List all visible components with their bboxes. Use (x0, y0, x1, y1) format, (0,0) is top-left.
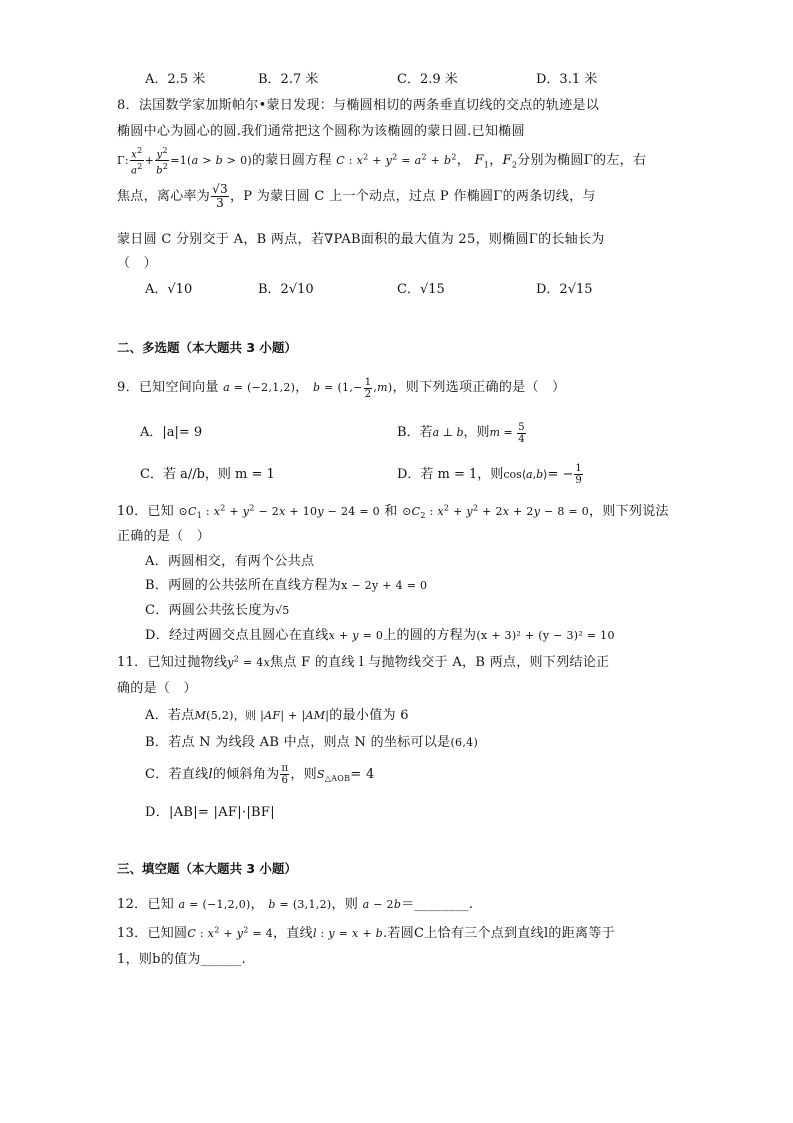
q9-stem-start: 9．已知空间向量 (117, 380, 219, 395)
q8-option-b: B．2√10 (258, 282, 314, 297)
q13-line-1-mid: ，直线 (273, 926, 313, 941)
q8-ellipse-equation: Γ: $\frac{x^2}{a^2}$ + $\frac{y^2}{b^2}$ =1(a > b > 0) (117, 146, 252, 177)
q8-option-d: D．2√15 (536, 282, 593, 297)
q9-option-d: D．若 m = 1，则cos⟨a,b⟩= − $\frac{1}{9}$ (397, 463, 582, 486)
q10-circle-2: $⊙C_2$ : $x^2 + y^2 + 2x + 2y - 8 = 0$ (402, 503, 590, 521)
q8-line-3-tail: 的蒙日圆方程 (251, 152, 332, 168)
q10-option-d-mid: 上的圆的方程为 (383, 628, 477, 643)
q9-option-d-end: = − (547, 467, 574, 482)
q8-line-3-end: 分别为椭圆Γ的左，右 (517, 152, 647, 168)
section-3-heading: 三、填空题（本大题共 3 小题） (117, 861, 297, 876)
q8-line-1: 8．法国数学家加斯帕尔•蒙日发现：与椭圆相切的两条垂直切线的交点的轨迹是以 (117, 98, 600, 113)
q9-option-b-start: B．若 (397, 425, 433, 440)
q8-line-4 (117, 183, 596, 210)
q10-line-1-end: ，则下列说法 (589, 504, 669, 519)
q8-line-3: Γ: $\frac{x^2}{a^2}$ + $\frac{y^2}{b^2}$ =1(a > b > 0)的蒙日圆方程 C : $x^2 + y^2 = a^2 + b^2$， $F_1$，$F_2$分别为椭圆Γ的左，右 (117, 146, 647, 177)
q10-option-c-val: √5 (274, 604, 290, 617)
q11-option-c-mid: 的倾斜角为 (212, 767, 280, 782)
q11-line-1-start: 11．已知过抛物线 (117, 655, 228, 670)
q8-line-4-start: 焦点，离心率为 (117, 189, 211, 204)
section-2-heading: 二、多选题（本大题共 3 小题） (117, 340, 297, 355)
q9-option-a: A．|a|= 9 (140, 425, 203, 440)
q11-line-1: 11．已知过抛物线$y^2 = 4x$焦点 F 的直线 l 与抛物线交于 A，B 两点，则下列结论正 (117, 654, 610, 670)
q13-line-1-start: 13．已知圆 (117, 926, 188, 941)
q11-option-c: C．若直线l的倾斜角为 $\frac{\pi}{6}$ ，则$S_{\triangle AOB}= 4$ (145, 763, 375, 786)
q9-option-b: B．若a ⊥ b，则m = $\frac{5}{4}$ (397, 421, 525, 445)
q9-option-d-start: D．若 m = 1，则 (397, 467, 504, 482)
q10-option-d: D．经过两圆交点且圆心在直线x + y = 0上的圆的方程为(x + 3)² + (y − 3)² = 10 (145, 628, 615, 643)
q13-line-1: 13．已知圆C : $x^2 + y^2 = 4$，直线l : y = x + b.若圆C上恰有三个点到直线l的距离等于 (117, 925, 615, 941)
q8-line-6: （ ） (117, 256, 157, 271)
q11-option-b-start: B．若点 N 为线段 AB 中点，则点 N 的坐标可以是 (145, 735, 451, 750)
q8-option-c: C．√15 (397, 282, 445, 297)
q7-option-b: B．2.7 米 (258, 72, 319, 87)
q12-answer-blank[interactable]: ＝________. (401, 897, 474, 912)
q11-option-c-start: C．若直线 (145, 767, 209, 782)
q11-option-c-end: = 4 (350, 767, 375, 782)
q13-line-2: 1，则b的值为______. (117, 952, 246, 967)
q11-option-b (145, 731, 478, 750)
q11-option-d: D．|AB|= |AF|·|BF| (145, 805, 275, 820)
q9-vector-b: b = (1,− $\frac{1}{2}$ ,m) (313, 376, 393, 400)
q9-stem: 9．已知空间向量 a = (−2,1,2)， b = (1,− $\frac{1}{2}$ ,m)，则下列选项正确的是（ ） (117, 376, 566, 400)
q10-option-b-start: B．两圆的公共弦所在直线方程为 (145, 578, 342, 593)
q7-option-d: D．3.1 米 (536, 72, 598, 87)
q8-eccentricity: $\frac{√3}{3}$ (212, 182, 228, 210)
q11-line-2: 确的是（ ） (117, 681, 197, 696)
q10-option-b-eq: x − 2y + 4 = 0 (341, 579, 428, 592)
q11-line-1-mid: 焦点 F 的直线 l 与抛物线交于 A，B 两点，则下列结论正 (270, 655, 610, 670)
q11-option-a: A．若点M(5,2)，则 |AF| + |AM|的最小值为 6 (145, 708, 409, 723)
q8-line-2: 椭圆中心为圆心的圆.我们通常把这个圆称为该椭圆的蒙日圆.已知椭圆 (117, 124, 525, 139)
q8-line-5: 蒙日圆 C 分别交于 A，B 两点，若∇PAB面积的最大值为 25，则椭圆Γ的长轴长为 (117, 232, 605, 247)
q12-start: 12．已知 (117, 897, 175, 912)
q7-option-c: C．2.9 米 (397, 72, 458, 87)
q9-option-b-end: ，则 (463, 425, 490, 440)
q13-line-1-end: .若圆C上恰有三个点到直线l的距离等于 (383, 926, 615, 941)
q11-option-a-end: 的最小值为 6 (329, 708, 409, 723)
q10-circle-1: $⊙C_1$ : $x^2 + y^2 - 2x + 10y - 24 = 0$ (178, 503, 380, 521)
q10-line-2: 正确的是（ ） (117, 529, 211, 544)
q10-option-b (145, 574, 427, 593)
question-12: 12．已知 a = (−1,2,0)， b = (3,1,2)，则 a − 2b＝________. (117, 897, 474, 912)
q10-option-c-start: C．两圆公共弦长度为 (145, 603, 275, 618)
q10-line-1: 10．已知 $⊙C_1$ : $x^2 + y^2 - 2x + 10y - 24 = 0$ 和 $⊙C_2$ : $x^2 + y^2 + 2x + 2y - 8 = 0$，则下列说法 (117, 503, 669, 521)
q10-option-d-start: D．经过两圆交点且圆心在直线 (145, 628, 329, 643)
q9-vector-a: a = (−2,1,2) (223, 381, 296, 394)
q8-circle-equation: C : $x^2 + y^2 = a^2 + b^2$ (336, 152, 457, 167)
q8-line-4-end: ，P 为蒙日圆 C 上一个动点，过点 P 作椭圆Γ的两条切线，与 (230, 189, 596, 204)
q10-line-1-start: 10．已知 (117, 504, 175, 519)
q10-option-c (145, 599, 290, 618)
q10-option-a: A．两圆相交，有两个公共点 (145, 554, 315, 569)
q9-option-c: C．若 a//b，则 m = 1 (140, 467, 275, 482)
q10-option-d-eq: (x + 3)² + (y − 3)² = 10 (476, 629, 615, 642)
q11-option-b-val: (6,4) (450, 736, 479, 749)
q9-stem-end: ，则下列选项正确的是（ ） (392, 380, 566, 395)
q7-option-a: A．2.5 米 (145, 72, 206, 87)
q11-option-a-start: A．若点 (145, 708, 195, 723)
q8-option-a: A．√10 (145, 282, 193, 297)
